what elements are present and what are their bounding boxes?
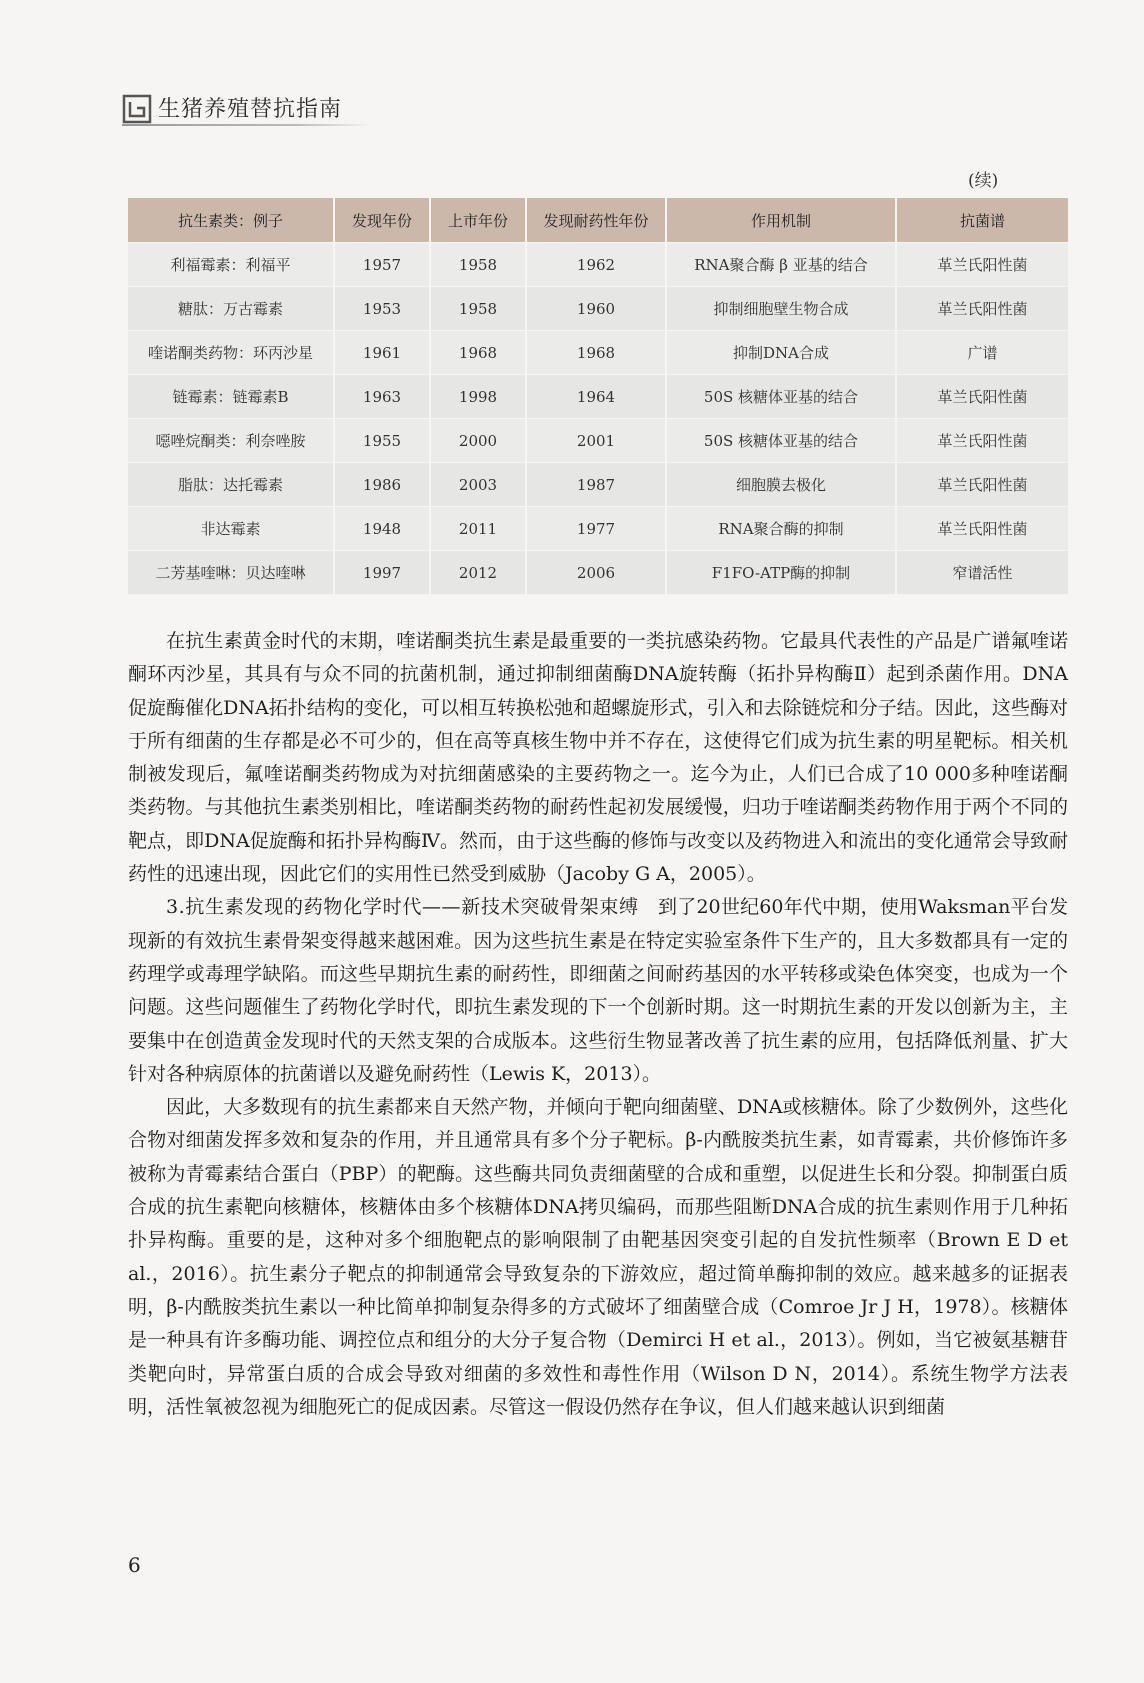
table-cell: 1998 [430, 375, 526, 419]
table-cell: 窄谱活性 [896, 551, 1068, 595]
table-cell: 利福霉素：利福平 [128, 243, 334, 287]
table-cell: 1968 [526, 331, 666, 375]
book-title: 生猪养殖替抗指南 [158, 97, 343, 122]
table-cell: 广谱 [896, 331, 1068, 375]
table-cell: RNA聚合酶的抑制 [666, 507, 896, 551]
table-cell: 1977 [526, 507, 666, 551]
table-cell: 1963 [334, 375, 430, 419]
table-cell: 2012 [430, 551, 526, 595]
paragraph-quinolones: 在抗生素黄金时代的末期，喹诺酮类抗生素是最重要的一类抗感染药物。它最具代表性的产品是广谱氟喹诺酮环丙沙星，其具有与众不同的抗菌机制，通过抑制细菌酶DNA旋转酶（拓扑异构酶Ⅱ）起到杀菌作用。DNA促旋酶催化DNA拓扑结构的变化，可以相互转换松弛和超螺旋形式，引入和去除链烷和分子结。因此，这些酶对于所有细菌的生存都是必不可少的，但在高等真核生物中并不存在，这使得它们成为抗生素的明星靶标。相关机制被发现后，氟喹诺酮类药物成为对抗细菌感染的主要药物之一。迄今为止，人们已合成了10 000多种喹诺酮类药物。与其他抗生素类别相比，喹诺酮类药物的耐药性起初发展缓慢，归功于喹诺酮类药物作用于两个不同的靶点，即DNA促旋酶和拓扑异构酶Ⅳ。然而，由于这些酶的修饰与改变以及药物进入和流出的变化通常会导致耐药性的迅速出现，因此它们的实用性已然受到威胁（Jacoby G A，2005）。 [128, 630, 1068, 886]
table-cell: 1958 [430, 287, 526, 331]
antibiotic-table [128, 198, 1068, 594]
paragraph-medchem-era [128, 891, 1068, 1091]
column-header-marketed: 上市年份 [430, 198, 526, 243]
table-cell: 1986 [334, 463, 430, 507]
column-header-mechanism: 作用机制 [666, 198, 896, 243]
table-row [128, 375, 1068, 419]
table-cell: 细胞膜去极化 [666, 463, 896, 507]
table-cell: 喹诺酮类药物：环丙沙星 [128, 331, 334, 375]
table-cell: 噁唑烷酮类：利奈唑胺 [128, 419, 334, 463]
table-cell: 2011 [430, 507, 526, 551]
table-row [128, 463, 1068, 507]
table-cell: 1997 [334, 551, 430, 595]
header-rule [122, 124, 372, 126]
table-cell: 1987 [526, 463, 666, 507]
table-cell: 革兰氏阳性菌 [896, 463, 1068, 507]
table-cell: 革兰氏阳性菌 [896, 375, 1068, 419]
table-cell: 革兰氏阳性菌 [896, 287, 1068, 331]
column-header-discovered: 发现年份 [334, 198, 430, 243]
table-header-row [128, 198, 1068, 243]
column-header-resistance: 发现耐药性年份 [526, 198, 666, 243]
table-row [128, 243, 1068, 287]
table-continued-label: (续) [968, 171, 999, 191]
section-heading: 3.抗生素发现的药物化学时代——新技术突破骨架束缚 [166, 896, 639, 919]
table-row [128, 507, 1068, 551]
table-cell: 1948 [334, 507, 430, 551]
table-cell: 2006 [526, 551, 666, 595]
paragraph-natural-products: 因此，大多数现有的抗生素都来自天然产物，并倾向于靶向细菌壁、DNA或核糖体。除了少数例外，这些化合物对细菌发挥多效和复杂的作用，并且通常具有多个分子靶标。β-内酰胺类抗生素，如青霉素，共价修饰许多被称为青霉素结合蛋白（PBP）的靶酶。这些酶共同负责细菌壁的合成和重塑，以促进生长和分裂。抑制蛋白质合成的抗生素靶向核糖体，核糖体由多个核糖体DNA拷贝编码，而那些阻断DNA合成的抗生素则作用于几种拓扑异构酶。重要的是，这种对多个细胞靶点的影响限制了由靶基因突变引起的自发抗性频率（Brown E D et al.，2016）。抗生素分子靶点的抑制通常会导致复杂的下游效应，超过简单酶抑制的效应。越来越多的证据表明，β-内酰胺类抗生素以一种比简单抑制复杂得多的方式破坏了细菌壁合成（Comroe Jr J H，1978）。核糖体是一种具有许多酶功能、调控位点和组分的大分子复合物（Demirci H et al.，2013）。例如，当它被氨基糖苷类靶向时，异常蛋白质的合成会导致对细菌的多效性和毒性作用（Wilson D N，2014）。系统生物学方法表明，活性氧被忽视为细胞死亡的促成因素。尽管这一假设仍然存在争议，但人们越来越认识到细菌 [128, 1096, 1068, 1418]
table-cell: 1964 [526, 375, 666, 419]
table-row [128, 287, 1068, 331]
table-cell: 革兰氏阳性菌 [896, 243, 1068, 287]
table-cell: 1953 [334, 287, 430, 331]
table-cell: 1958 [430, 243, 526, 287]
running-header [122, 88, 372, 128]
table-row [128, 331, 1068, 375]
book-logo-icon [122, 94, 152, 124]
table-cell: RNA聚合酶 β 亚基的结合 [666, 243, 896, 287]
table-cell: 1955 [334, 419, 430, 463]
column-header-class: 抗生素类：例子 [128, 198, 334, 243]
table-cell: 1962 [526, 243, 666, 287]
table-cell: 2000 [430, 419, 526, 463]
table-cell: 2001 [526, 419, 666, 463]
table-cell: 抑制细胞壁生物合成 [666, 287, 896, 331]
table-cell: 非达霉素 [128, 507, 334, 551]
column-header-spectrum: 抗菌谱 [896, 198, 1068, 243]
table-row [128, 419, 1068, 463]
table-cell: 糖肽：万古霉素 [128, 287, 334, 331]
table-cell: F1FO-ATP酶的抑制 [666, 551, 896, 595]
table-cell: 50S 核糖体亚基的结合 [666, 375, 896, 419]
table-cell: 革兰氏阳性菌 [896, 507, 1068, 551]
table-cell: 链霉素：链霉素B [128, 375, 334, 419]
table-row [128, 551, 1068, 595]
table-cell: 1968 [430, 331, 526, 375]
body-text [128, 625, 1068, 1424]
table-cell: 2003 [430, 463, 526, 507]
table-cell: 50S 核糖体亚基的结合 [666, 419, 896, 463]
table-cell: 脂肽：达托霉素 [128, 463, 334, 507]
table-cell: 1961 [334, 331, 430, 375]
paragraph-medchem-text: 到了20世纪60年代中期，使用Waksman平台发现新的有效抗生素骨架变得越来越困难。因为这些抗生素是在特定实验室条件下生产的，且大多数都具有一定的药理学或毒理学缺陷。而这些早期抗生素的耐药性，即细菌之间耐药基因的水平转移或染色体突变，也成为一个问题。这些问题催生了药物化学时代，即抗生素发现的下一个创新时期。这一时期抗生素的开发以创新为主，主要集中在创造黄金发现时代的天然支架的合成版本。这些衍生物显著改善了抗生素的应用，包括降低剂量、扩大针对各种病原体的抗菌谱以及避免耐药性（Lewis K，2013）。 [128, 896, 1068, 1085]
table-cell: 革兰氏阳性菌 [896, 419, 1068, 463]
table-cell: 二芳基喹啉：贝达喹啉 [128, 551, 334, 595]
table-cell: 抑制DNA合成 [666, 331, 896, 375]
table-cell: 1960 [526, 287, 666, 331]
page-number: 6 [128, 1553, 141, 1577]
table-cell: 1957 [334, 243, 430, 287]
